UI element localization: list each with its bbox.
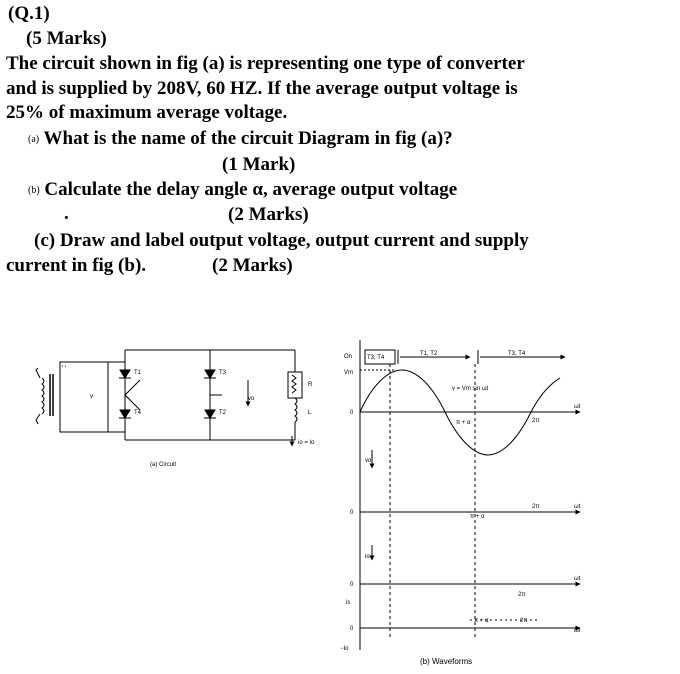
label-t3: T3	[219, 370, 227, 376]
label-wt-3: ωt	[574, 576, 581, 582]
part-a-marks: (1 Mark)	[222, 154, 296, 175]
part-a-text: What is the name of the circuit Diagram in fig (a)?	[43, 128, 453, 149]
waveform-labels	[340, 351, 581, 666]
circuit-caption: (a) Circuit	[150, 462, 177, 468]
thyristor-t1	[120, 370, 130, 378]
label-on: On	[344, 354, 353, 360]
label-vo: vo	[248, 396, 255, 402]
label-t1t2: T1, T2	[420, 351, 438, 357]
source-lead-top	[36, 368, 40, 378]
question-number: (Q.1)	[8, 3, 50, 24]
part-b-dot: .	[64, 203, 69, 224]
part-c-line-2: current in fig (b).	[6, 255, 147, 276]
circuit-labels	[90, 370, 315, 468]
thyristor-t4	[120, 410, 130, 418]
transformer-coil	[42, 378, 44, 414]
label-io-b: io	[365, 554, 370, 560]
label-zero-4: 0	[350, 626, 354, 632]
label-r: R	[308, 382, 313, 388]
label-io: io = Io	[298, 440, 315, 446]
thyristor-t3	[205, 370, 215, 378]
label-vo-b: vo	[365, 458, 372, 464]
source-lead-bottom	[36, 414, 40, 424]
part-a-tag: (a)	[28, 134, 40, 145]
label-2pi-3: 2π	[518, 592, 526, 598]
label-t3t4-b: T3, T4	[508, 351, 526, 357]
label-alpha-pi-2: π + α	[470, 514, 485, 520]
question-body-line-1: The circuit shown in fig (a) is representing one type of converter	[6, 53, 525, 74]
label-zero-1: 0	[350, 410, 354, 416]
label-vsin: v = Vm sin ωt	[452, 386, 489, 392]
label-l: L	[308, 410, 312, 416]
label-v: v	[90, 394, 93, 400]
label-2pi-1: 2π	[532, 418, 540, 424]
label-2pi-4: 2π	[520, 618, 528, 624]
circuit-diagram	[36, 350, 302, 446]
thyristor-t2	[205, 410, 215, 418]
label-2pi-2: 2π	[532, 504, 540, 510]
part-c-line-1: (c) Draw and label output voltage, output current and supply	[34, 230, 529, 251]
label-zero-3: 0	[350, 582, 354, 588]
question-marks: (5 Marks)	[26, 28, 107, 49]
label-t4: T4	[134, 410, 142, 416]
inductor-l	[295, 398, 297, 422]
label-wt-2: ωt	[574, 504, 581, 510]
question-body-line-2: and is supplied by 208V, 60 HZ. If the average output voltage is	[6, 78, 518, 99]
label-wt-4: ωt	[574, 628, 581, 634]
secondary-loop	[60, 362, 108, 432]
part-b-tag: (b)	[28, 185, 40, 196]
cross-2	[125, 380, 140, 395]
question-body-line-3: 25% of maximum average voltage.	[6, 102, 288, 123]
label-wt-1: ωt	[574, 404, 581, 410]
label-vm: Vm	[344, 370, 353, 376]
label-alpha-pi-3: π + α	[474, 618, 489, 624]
label-t3t4-a: T3, T4	[367, 355, 385, 361]
label-is: is	[346, 600, 351, 606]
part-b-text: Calculate the delay angle α, average output voltage	[44, 179, 458, 200]
waveforms-caption: (b) Waveforms	[420, 657, 473, 666]
part-c-marks: (2 Marks)	[212, 255, 293, 276]
label-minus-io: −Io	[340, 646, 349, 652]
label-zero-2: 0	[350, 510, 354, 516]
cross-1	[125, 395, 140, 410]
label-t1: T1	[134, 370, 142, 376]
label-alpha-pi: π + α	[456, 420, 471, 426]
resistor-zigzag	[292, 375, 296, 393]
label-t2: T2	[219, 410, 227, 416]
part-b-marks: (2 Marks)	[228, 204, 309, 225]
